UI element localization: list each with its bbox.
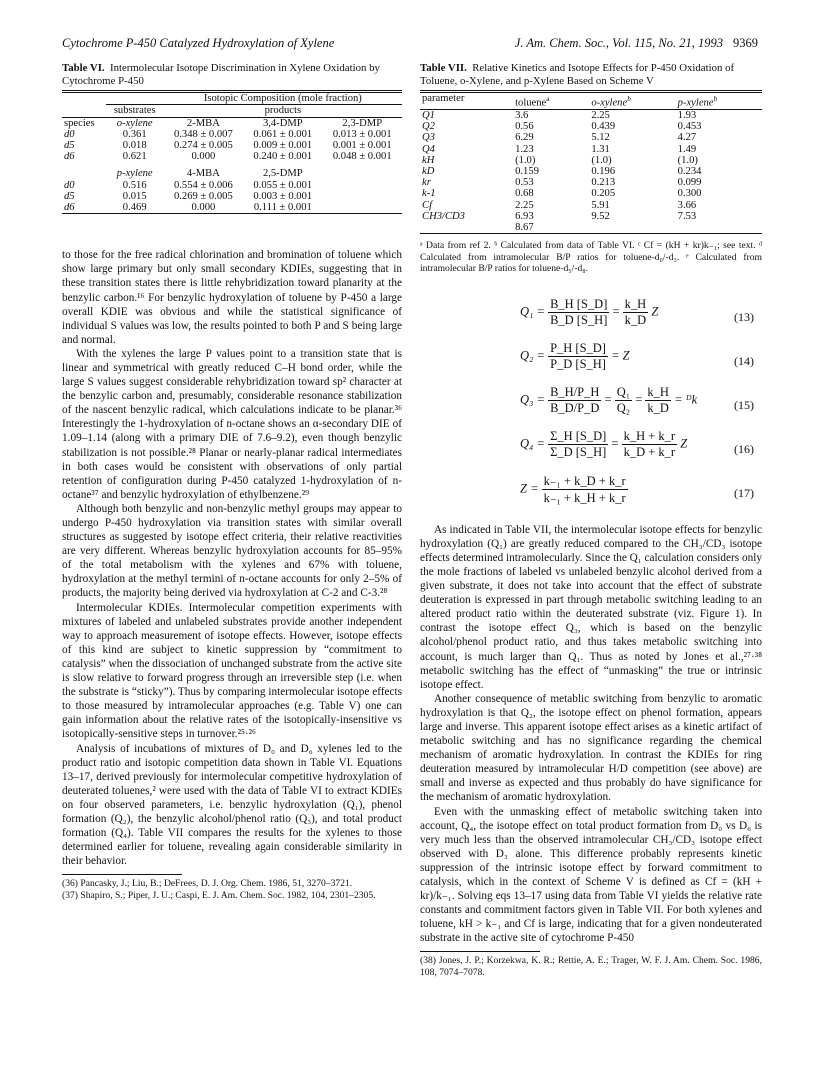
footnote: (37) Shapiro, S.; Piper, J. U.; Caspi, E. J. Am. Chem. Soc. 1982, 104, 2301–2305. — [62, 889, 376, 901]
running-title: Cytochrome P-450 Catalyzed Hydroxylation of Xylene — [62, 36, 335, 50]
table7-col-header: p-xylene$^b$ — [677, 94, 718, 109]
table6-col-header: 4-MBA — [186, 168, 220, 180]
table-row: Cf 2.25 5.91 3.66 — [422, 199, 697, 211]
paragraph: Even with the unmasking effect of metabolic switching taken into account, Q₄, the isotope effect on total product formation from D₀ vs D₆ is very much less than the observed intramolecular CH₃/CD₃ isotope effect observed with D₃ alone. This difference probably represents kinetic suppression of the intrinsic isotope effect by forward commitment to catalysis, which in the context of Scheme V is defined as Cf = (kH + kr)/k₋₁. Solving eqs 13–17 using data from Table VI yields the relative rate constants and commitment factors given in Table VII. For both xylenes and toluene, kH > k₋₁ and Cf is large, indicating that for a given nondeuterated substrate in the active site of cytochrome P-450 — [420, 805, 762, 945]
table6-substrates-header: substrates — [106, 105, 164, 117]
footnote: (36) Pancasky, J.; Liu, B.; DeFrees, D. J. Org. Chem. 1986, 51, 3270–3721. — [62, 878, 353, 890]
table7-body — [420, 109, 762, 233]
table-row: Q4 1.23 1.31 1.49 — [422, 143, 697, 155]
table6-caption: Table VI. Intermolecular Isotope Discrimination in Xylene Oxidation by Cytochrome P-450 — [62, 62, 380, 87]
table-row: Q3 6.29 5.12 4.27 — [422, 132, 697, 144]
footnote: (38) Jones, J. P.; Korzekwa, K. R.; Rettie, A. E.; Trager, W. F. J. Am. Chem. Soc. 1986, 108, 7074–7078. — [420, 955, 762, 978]
table6-col-header: p-xylene — [116, 168, 153, 180]
equation-number: (15) — [734, 397, 754, 412]
table7-footnote: ᵃ Data from ref 2. ᵇ Calculated from data of Table VI. ᶜ Cf = (kH + kr)k₋₁; see text. ᵈ Calculated from intramolecular B/P ratios for toluene-d₀/-d₃. ᵉ Calculated from intramolecular B/P ratios for toluene-d₅/-d₈. — [420, 240, 762, 275]
table6-group-header: Isotopic Composition (mole fraction) — [203, 93, 362, 105]
table7-col-header: toluene$^a$ — [515, 94, 550, 109]
table7-col-header: o-xylene$^b$ — [591, 94, 631, 109]
equation-number: (14) — [734, 353, 754, 368]
table7-caption: Table VII. Relative Kinetics and Isotope Effects for P-450 Oxidation of Toluene, o-Xylene, and p-Xylene Based on Scheme V — [420, 62, 735, 87]
right-body-text — [420, 523, 762, 946]
paragraph: As indicated in Table VII, the intermolecular isotope effects for benzylic hydroxylation (Q₁) are greatly reduced compared to the CH₃/CD₃ isotope effects determined intramolecularly. Since the Q₁ calculation considers only the mole fractions of labeled vs unlabeled benzylic alcohol derived from a given substrate, it does not take into account that the effect of substrate deuteration is expressed in part through metabolic switching leading to an altered product ratio within the deuterated substrate (viz. Figure 1). In contrast the isotope effect Q₃, which is based on the benzylic alcohol/phenol product ratio, and thus takes metabolic switching into account, is much larger than Q₁. Thus as noted by Jones et al.,²⁷·³⁸ metabolic switching has the effect of “unmasking” the true or intrinsic isotope effect. — [420, 523, 762, 691]
table-row: d0 0.516 0.554 ± 0.006 0.055 ± 0.001 — [64, 179, 313, 191]
table6-col-header: o-xylene — [116, 117, 153, 129]
table-row: 8.67 — [515, 221, 534, 233]
table-row: d6 0.621 0.000 0.240 ± 0.001 0.048 ± 0.001 — [64, 151, 392, 163]
table6-col-header: 2,5-DMP — [262, 168, 303, 180]
paragraph: Analysis of incubations of mixtures of D₀ and D₆ xylenes led to the product ratio and isotopic competition data shown in Table VI. Equations 13–17, derived previously for intermolecular competitive hydroxylation of deuterated toluenes,² were used with the data of Table VI to extract KDIEs on four observed parameters, i.e. benzylic hydroxylation (Q₁), phenol formation (Q₂), the benzylic alcohol/phenol ratio (Q₃), and total product formation (Q₄). Table VII compares the results for the xylenes to those determined earlier for toluene, revealing again considerable similarity in their behavior. — [62, 742, 402, 868]
table-row: Q1 3.6 2.25 1.93 — [422, 109, 697, 121]
table-row: kH (1.0) (1.0) (1.0) — [422, 154, 698, 166]
equation-16: Q₄ = $\frac{\Sigma\_H [S\_D]}{\Sigma\_D [S\_H]}$ = $\frac{k\_H + k\_r}{k\_D + k\_r}$ Z (16) — [520, 428, 754, 459]
equations — [420, 297, 762, 517]
table-row: d0 0.361 0.348 ± 0.007 0.061 ± 0.001 0.013 ± 0.001 — [64, 128, 392, 140]
right-column — [420, 62, 762, 978]
running-head — [62, 36, 758, 52]
table-row: k-1 0.68 0.205 0.300 — [422, 188, 702, 200]
table6-col-header: 2,3-DMP — [342, 117, 383, 129]
paragraph: With the xylenes the large P values point to a transition state that is linear and symmetrical with greatly reduced C–H bond order, while the large S values suggest considerable rehybridization toward sp² character at the benzylic carbon and, presumably, considerable resonance stabilization of the nascent benzylic radical, which calculations indicate to be planar.³⁶ Interestingly the 1-hydroxylation of n-octane shows an α-secondary DIE of 1.09–1.14 (along with a primary DIE of 7.6–9.2), even though benzylic stabilization is not possible.²⁸ Planar or nearly-planar radical intermediates in both cases would be consistent with observations of only partial retention of configuration during P-450 catalyzed 1-hydroxylation of n-octane³⁷ and benzylic hydroxylation of ethylbenzene.²⁹ — [62, 347, 402, 501]
table-row: d5 0.018 0.274 ± 0.005 0.009 ± 0.001 0.001 ± 0.001 — [64, 140, 392, 151]
equation-number: (17) — [734, 485, 754, 500]
table6-products-header: products — [164, 105, 402, 117]
paragraph: Although both benzylic and non-benzylic methyl groups may appear to undergo P-450 hydroxylation via transition states with similar overall structures as suggested by isotope effect criteria, their relative reactivities are very different. Whereas benzylic hydroxylation accounts for 85–95% of the total metabolism with the xylenes and 67% with toluene, hydroxylation at the methyl termini of n-octane accounts for only 2–5% of products, the majority being derived via hydroxylation at C-2 and C-3.²⁸ — [62, 502, 402, 600]
left-column — [62, 62, 402, 901]
table6-col-header: 2-MBA — [186, 117, 220, 129]
table-row: d6 0.469 0.000 0.111 ± 0.001 — [62, 202, 402, 214]
table-row: Q2 0.56 0.439 0.453 — [422, 121, 702, 133]
table-row: CH3/CD3 6.93 9.52 7.53 — [422, 210, 697, 222]
table7 — [420, 93, 762, 234]
table7-col-header: parameter — [422, 93, 465, 105]
equation-14: Q₂ = $\frac{P\_H [S\_D]}{P\_D [S\_H]}$ = Z (14) — [520, 340, 754, 371]
table6-col-header: 3,4-DMP — [262, 117, 303, 129]
left-body-text — [62, 248, 402, 868]
paragraph: to those for the free radical chlorination and bromination of toluene which show large primary but only small secondary KDIEs, suggesting that in these transition states there is little rehybridization toward planarity at the benzylic carbon.¹⁶ For benzylic hydroxylation of toluene by P-450 a large overall KDIE was obvious and while the statistical significance of individual S values was low, the results pointed to both P and S being large and normal. — [62, 249, 402, 346]
table-row: kr 0.53 0.213 0.099 — [422, 177, 702, 189]
equation-number: (13) — [734, 309, 754, 324]
paragraph: Intermolecular KDIEs. Intermolecular competition experiments with mixtures of labeled and unlabeled substrates provide another independent way to approach measurement of isotope effects. However, isotope effects of this kind are subject to kinetic suppression by “commitment to catalysis” when the dissociation of unchanged substrate from the active site is slow relative to forward progress through an irreversible step (i.e. when the substrate is “sticky”). Thus by comparing intermolecular isotope effects to those measured by intramolecular approaches (e.g. Table V) one can gain information about the relative rates of the isotopically-insensitive vs isotopically-sensitive steps in turnover.²⁵·²⁶ — [62, 601, 402, 741]
paragraph: Another consequence of metablic switching from benzylic to aromatic hydroxylation is that Q₂, the isotope effect on phenol formation, appears large and inverse. This apparent isotope effect arises as a kinetic artifact of metabolic switching and has no significance regarding the chemical mechanism of aromatic hydroxylation. In contrast the KDIEs for ring deuteration measured by intramolecular H/D competition (see above) are small and inverse as expected and thus probably do have significance for the mechanism of aromatic hydroxylation. — [420, 692, 762, 804]
table6 — [62, 93, 402, 214]
page-number: 9369 — [733, 36, 758, 50]
table-row: kD 0.159 0.196 0.234 — [422, 165, 702, 177]
table6-col-header: species — [64, 117, 95, 129]
journal-citation: J. Am. Chem. Soc., Vol. 115, No. 21, 1993 9369 — [514, 36, 758, 50]
equation-15: Q₃ = $\frac{B\_H/P\_H}{B\_D/P\_D}$ = $\frac{\text{Q₁}}{\text{Q₂}}$ = $\frac{k\_H}{k\_D}$ = ᴰk (15) — [520, 384, 754, 415]
table-row: d5 0.015 0.269 ± 0.005 0.003 ± 0.001 — [64, 190, 313, 202]
equation-number: (16) — [734, 441, 754, 456]
equation-17: Z = $\frac{\text{k₋₁ + k\_D + k\_r}}{\text{k₋₁ + k\_H + k\_r}}$ (17) — [520, 473, 754, 505]
equation-13: Q₁ = $\frac{B\_H [S\_D]}{B\_D [S\_H]}$ = $\frac{k\_H}{k\_D}$ Z (13) — [520, 296, 754, 327]
